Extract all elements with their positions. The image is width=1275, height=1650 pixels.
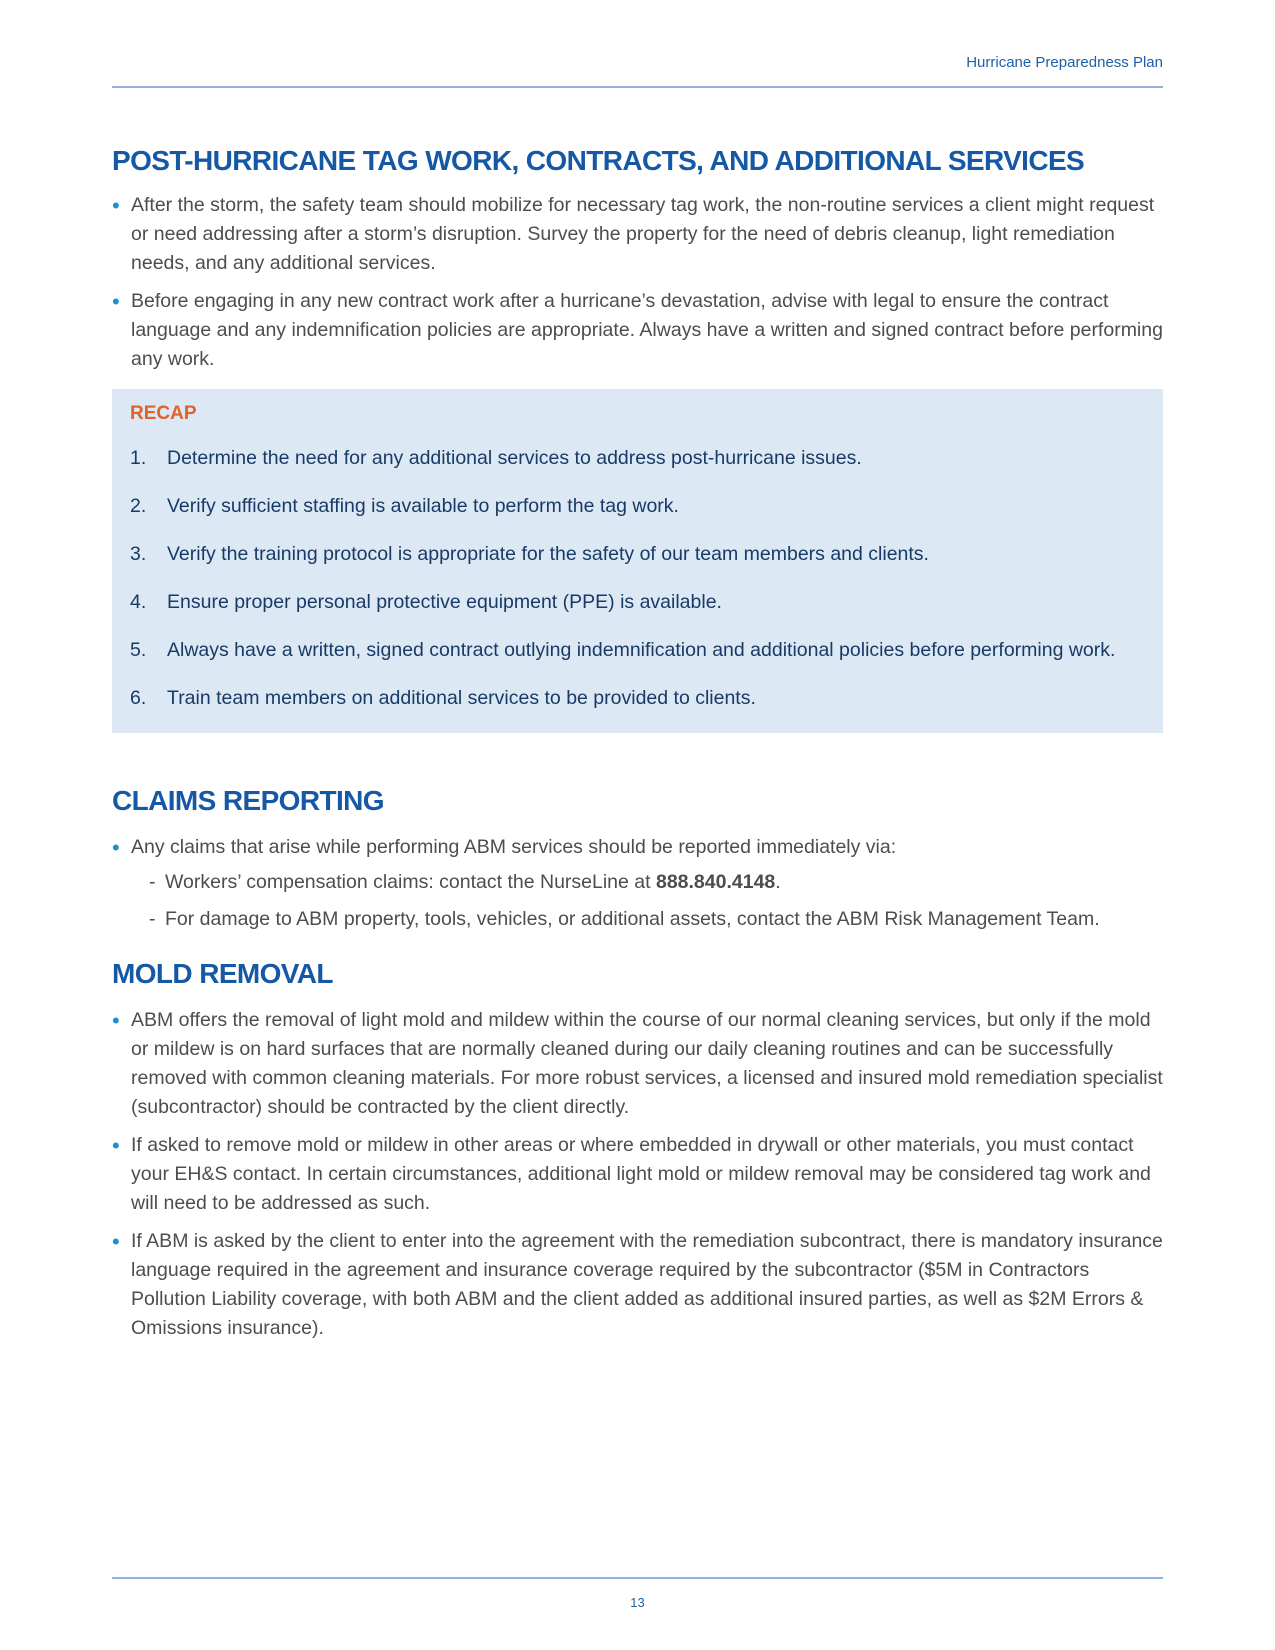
recap-list [130,445,1145,711]
list-item: • Before engaging in any new contract work after a hurricane’s devastation, advise with legal to ensure the contract language and any indemnification policies are appropriate. Always have a written and signed contract before performing any work. [112,289,1163,370]
footer-divider [112,1577,1163,1579]
recap-item: 1. Determine the need for any additional services to address post-hurricane issues. [130,447,862,469]
nurseline-phone: 888.840.4148 [655,871,776,893]
sublist-item: - Workers’ compensation claims: contact the NurseLine at 888.840.4148. [131,868,1163,897]
section-title-tag-work: POST-HURRICANE TAG WORK, CONTRACTS, AND ADDITIONAL SERVICES [112,145,1085,176]
header-title: Hurricane Preparedness Plan [966,54,1163,71]
bullet-icon: • [112,289,120,314]
list-item: • After the storm, the safety team should mobilize for necessary tag work, the non-routine services a client might request or need addressing after a storm’s disruption. Survey the property for the need of debris cleanup, light remediation needs, and any additional services. [112,193,1155,274]
bullet-icon: • [112,1133,120,1158]
recap-title: RECAP [130,403,197,424]
dash-icon: - [149,871,156,893]
recap-item: 2. Verify sufficient staffing is available to perform the tag work. [130,495,679,517]
list-item: • If asked to remove mold or mildew in other areas or where embedded in drywall or other materials, you must contact your EH&S contact. In certain circumstances, additional light mold or mildew removal may be considered tag work and will need to be addressed as such. [112,1133,1151,1214]
claims-bullet-list [112,833,1163,934]
page-number: 13 [630,1595,645,1610]
bullet-icon: • [112,1008,120,1033]
bullet-icon: • [112,835,120,860]
page-content [112,143,1163,1352]
section-title-claims-reporting: CLAIMS REPORTING [112,785,384,816]
dash-icon: - [149,908,156,930]
bullet-icon: • [112,193,120,218]
recap-box [112,389,1163,733]
bullet-icon: • [112,1229,120,1254]
tag-work-bullet-list [112,191,1163,374]
mold-bullet-list [112,1006,1163,1343]
list-item: • Any claims that arise while performing ABM services should be reported immediately via: - Workers’ compensation claims: contact the NurseLine at 888.840.4148. - For damage to ABM property, tools, vehicles, or additional assets, contact the ABM Risk Management Team. [112,833,1163,934]
list-item: • If ABM is asked by the client to enter into the agreement with the remediation subcontract, there is mandatory insurance language required in the agreement and insurance coverage required by the subcontractor ($5M in Contractors Pollution Liability coverage, with both ABM and the client added as additional insured parties, as well as $2M Errors & Omissions insurance). [112,1229,1163,1339]
claims-sublist [131,868,1163,934]
recap-item: 6. Train team members on additional services to be provided to clients. [130,687,756,709]
recap-item: 3. Verify the training protocol is appropriate for the safety of our team members and clients. [130,543,929,565]
recap-item: 5. Always have a written, signed contract outlying indemnification and additional policies before performing work. [130,639,1116,661]
header-divider [112,86,1163,88]
list-item: • ABM offers the removal of light mold and mildew within the course of our normal cleaning services, but only if the mold or mildew is on hard surfaces that are normally cleaned during our daily cleaning routines and can be successfully removed with common cleaning materials. For more robust services, a licensed and insured mold remediation specialist (subcontractor) should be contracted by the client directly. [112,1008,1163,1118]
sublist-item: - For damage to ABM property, tools, vehicles, or additional assets, contact the ABM Risk Management Team. [131,905,1163,934]
section-title-mold-removal: MOLD REMOVAL [112,958,333,989]
recap-item: 4. Ensure proper personal protective equipment (PPE) is available. [130,591,722,613]
